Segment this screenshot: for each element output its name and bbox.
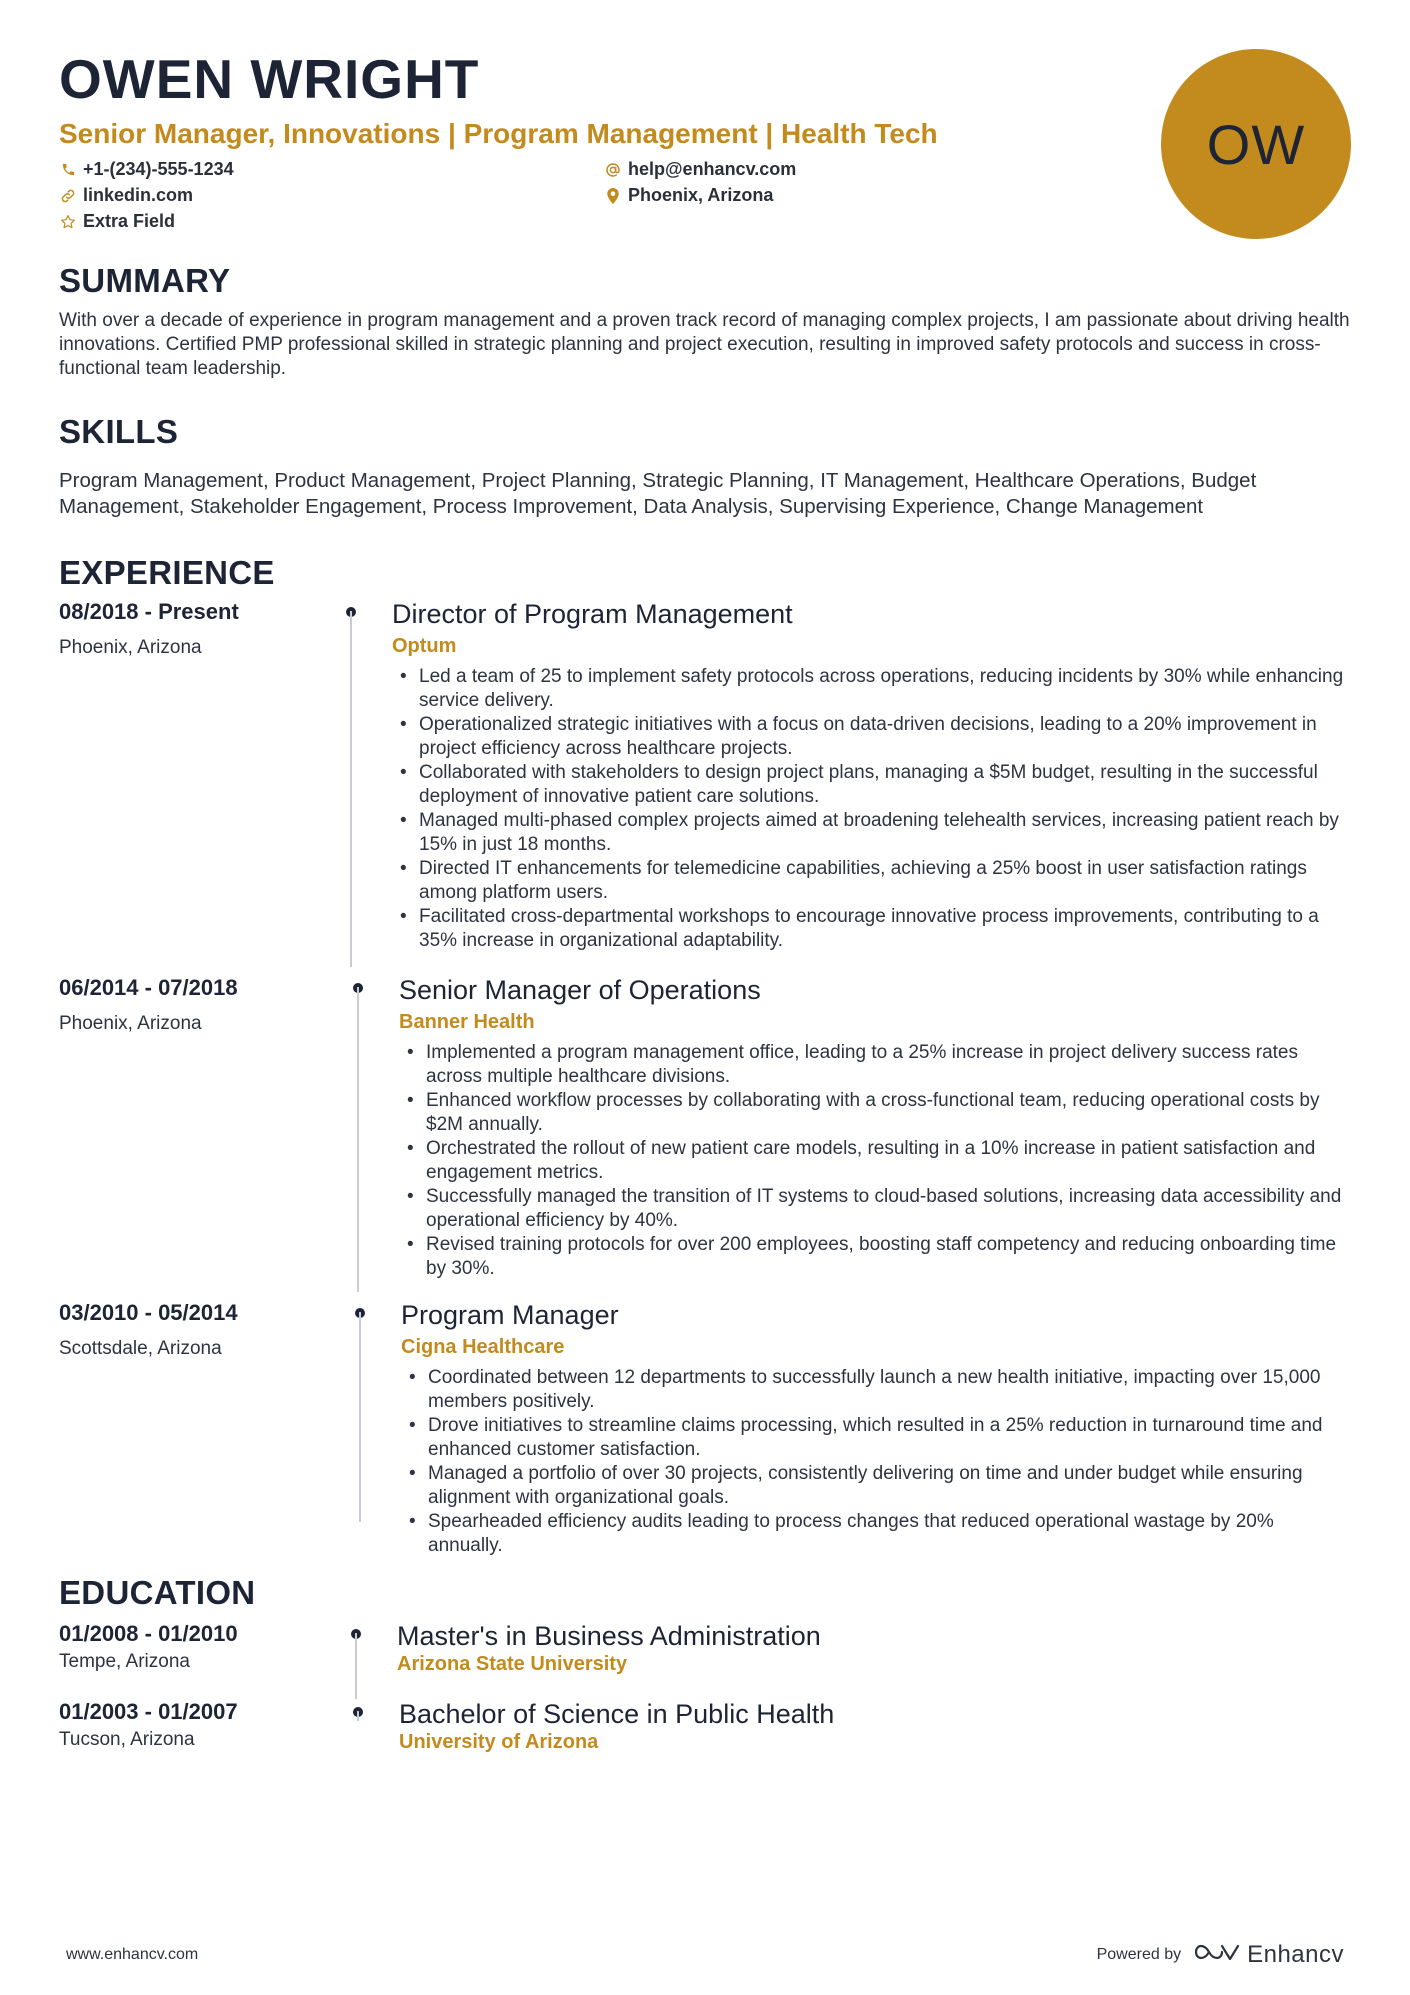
education-location: Tempe, Arizona <box>59 1651 190 1672</box>
job-bullets <box>392 665 1351 953</box>
contact-email[interactable] <box>604 160 904 180</box>
powered-by <box>1097 1940 1344 1969</box>
job-bullet: • Directed IT enhancements for telemedicine capabilities, achieving a 25% boost in user satisfaction ratings among platform users. <box>392 857 1351 905</box>
job-location: Scottsdale, Arizona <box>59 1338 222 1359</box>
job-bullet: • Drove initiatives to streamline claims processing, which resulted in a 25% reduction in turnaround time and enhanced customer satisfaction. <box>401 1414 1351 1462</box>
contact-extra <box>59 212 604 232</box>
job-bullet: • Orchestrated the rollout of new patient care models, resulting in a 10% increase in patient satisfaction and engagement metrics. <box>399 1137 1351 1185</box>
contact-phone[interactable] <box>59 160 604 180</box>
resume-footer <box>66 1940 1344 1969</box>
job-bullet: • Spearheaded efficiency audits leading to process changes that reduced operational wastage by 20% annually. <box>401 1510 1351 1558</box>
footer-site-link[interactable]: www.enhancv.com <box>66 1945 199 1963</box>
education-location: Tucson, Arizona <box>59 1729 195 1750</box>
timeline-line <box>355 1633 357 1699</box>
experience-entry <box>59 599 1351 975</box>
resume-header <box>59 0 1351 248</box>
job-date: 06/2014 - 07/2018 <box>59 975 238 1000</box>
avatar-initials: OW <box>1206 112 1306 176</box>
job-title: Senior Manager of Operations <box>399 975 761 1005</box>
contact-email-text: help@enhancv.com <box>628 159 797 180</box>
summary-text: With over a decade of experience in program management and a proven track record of managing complex projects, I am passionate about driving health innovations. Certified PMP professional skilled in strategic planning and project execution, resulting in improved safety protocols and success in cross-functional team leadership. <box>59 310 1350 379</box>
education-school: University of Arizona <box>399 1731 599 1753</box>
education-entry <box>59 1621 1351 1699</box>
powered-by-label: Powered by <box>1096 1945 1182 1963</box>
timeline-line <box>350 611 352 967</box>
job-bullet: • Revised training protocols for over 200 employees, boosting staff competency and reducing onboarding time by 30%. <box>399 1233 1351 1281</box>
job-location: Phoenix, Arizona <box>59 1013 202 1034</box>
job-bullets <box>401 1366 1351 1558</box>
contact-linkedin-text: linkedin.com <box>83 185 194 206</box>
job-bullet: • Enhanced workflow processes by collaborating with a cross-functional team, reducing operational costs by $2M annually. <box>399 1089 1351 1137</box>
education-timeline <box>59 1621 1351 1777</box>
job-bullet: • Implemented a program management office, leading to a 25% increase in project delivery success rates across multiple healthcare divisions. <box>399 1041 1351 1089</box>
enhancv-brand-name: Enhancv <box>1247 1940 1344 1968</box>
job-bullets <box>399 1041 1351 1281</box>
avatar <box>1161 49 1351 239</box>
job-company: Banner Health <box>399 1011 535 1033</box>
education-date: 01/2003 - 01/2007 <box>59 1699 238 1724</box>
contact-location <box>604 186 904 206</box>
job-title: Program Manager <box>401 1300 619 1330</box>
enhancv-logo-icon <box>1195 1940 1239 1969</box>
education-date: 01/2008 - 01/2010 <box>59 1621 238 1646</box>
candidate-name: OWEN WRIGHT <box>59 48 480 110</box>
job-bullet: • Managed multi-phased complex projects aimed at broadening telehealth services, increasing patient reach by 15% in just 18 months. <box>392 809 1351 857</box>
contact-list <box>59 160 1351 232</box>
link-icon <box>59 187 77 205</box>
job-company: Optum <box>392 635 457 657</box>
education-degree: Master's in Business Administration <box>397 1621 821 1651</box>
job-company: Cigna Healthcare <box>401 1336 565 1358</box>
skills-section <box>59 415 1351 520</box>
education-heading: EDUCATION <box>59 1574 256 1611</box>
education-school: Arizona State University <box>397 1653 628 1675</box>
contact-phone-text: +1-(234)-555-1234 <box>83 159 234 180</box>
job-bullet: • Coordinated between 12 departments to successfully launch a new health initiative, impacting over 15,000 members positively. <box>401 1366 1351 1414</box>
education-entry <box>59 1699 1351 1777</box>
timeline-line <box>359 1312 361 1522</box>
education-section <box>59 1576 1351 1777</box>
candidate-role: Senior Manager, Innovations | Program Management | Health Tech <box>59 118 938 149</box>
star-icon <box>59 213 77 231</box>
experience-section <box>59 554 1351 1556</box>
contact-linkedin[interactable] <box>59 186 604 206</box>
experience-heading: EXPERIENCE <box>59 554 275 591</box>
skills-text: Program Management, Product Management, Project Planning, Strategic Planning, IT Management, Healthcare Operations, Budget Management, Stakeholder Engagement, Process Improvement, Data Analysis, Supervising Experience, Change Management <box>59 469 1257 518</box>
at-icon <box>604 161 622 179</box>
job-bullet: • Managed a portfolio of over 30 projects, consistently delivering on time and under budget while ensuring alignment with organizational goals. <box>401 1462 1351 1510</box>
contact-location-text: Phoenix, Arizona <box>628 185 774 206</box>
job-title: Director of Program Management <box>392 599 793 629</box>
job-date: 08/2018 - Present <box>59 599 239 624</box>
experience-entry <box>59 1300 1351 1556</box>
location-pin-icon <box>604 187 622 205</box>
summary-heading: SUMMARY <box>59 262 231 299</box>
phone-icon <box>59 161 77 179</box>
experience-entry <box>59 975 1351 1300</box>
skills-heading: SKILLS <box>59 413 179 450</box>
job-bullet: • Led a team of 25 to implement safety protocols across operations, reducing incidents by 30% while enhancing service delivery. <box>392 665 1351 713</box>
job-location: Phoenix, Arizona <box>59 637 202 658</box>
job-date: 03/2010 - 05/2014 <box>59 1300 238 1325</box>
summary-section <box>59 264 1351 381</box>
experience-timeline <box>59 599 1351 1556</box>
timeline-line <box>357 987 359 1292</box>
contact-extra-text: Extra Field <box>83 211 176 232</box>
job-bullet: • Successfully managed the transition of IT systems to cloud-based solutions, increasing data accessibility and operational efficiency by 40%. <box>399 1185 1351 1233</box>
education-degree: Bachelor of Science in Public Health <box>399 1699 835 1729</box>
enhancv-brand[interactable] <box>1195 1940 1344 1969</box>
job-bullet: • Facilitated cross-departmental workshops to encourage innovative process improvements, contributing to a 35% increase in organizational adaptability. <box>392 905 1351 953</box>
timeline-line <box>357 1711 359 1721</box>
job-bullet: • Operationalized strategic initiatives with a focus on data-driven decisions, leading to a 20% improvement in project efficiency across healthcare projects. <box>392 713 1351 761</box>
job-bullet: • Collaborated with stakeholders to design project plans, managing a $5M budget, resulting in the successful deployment of innovative patient care solutions. <box>392 761 1351 809</box>
